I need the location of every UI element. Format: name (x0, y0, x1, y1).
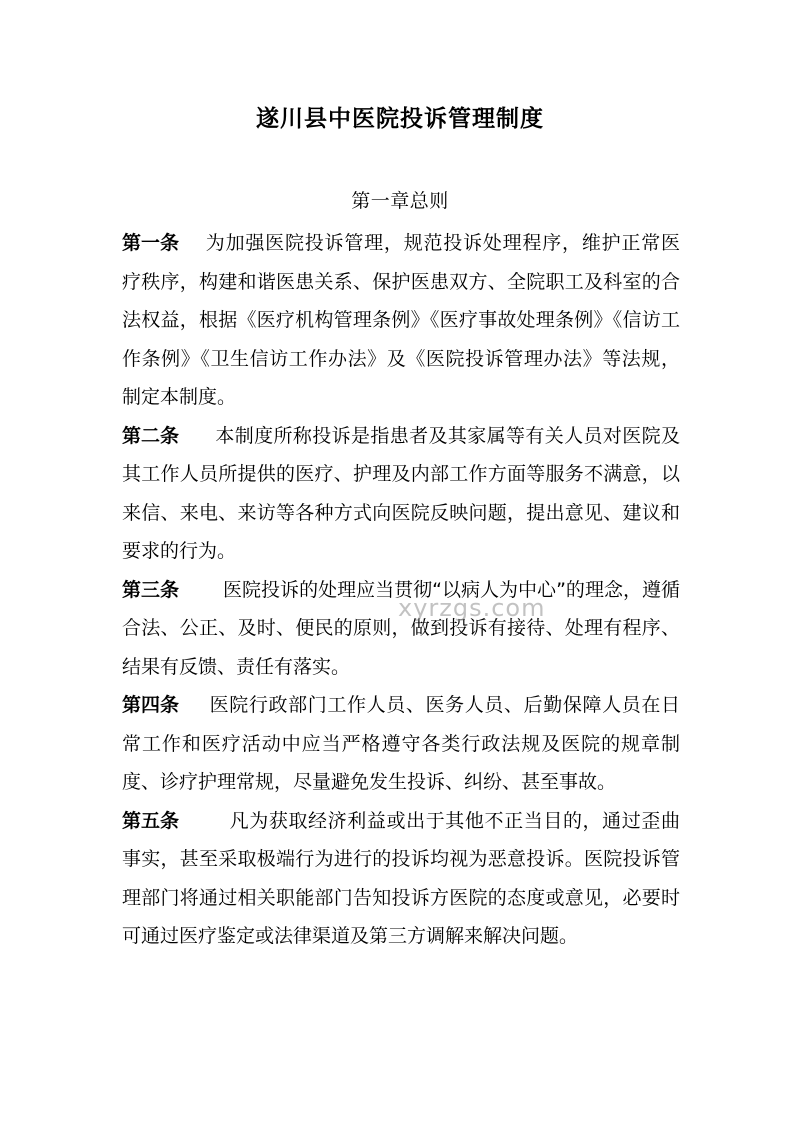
article-5 (122, 802, 680, 956)
article-label: 第五条 (122, 809, 180, 832)
chapter-heading: 第一章总则 (351, 190, 449, 212)
article-label: 第三条 (122, 578, 180, 601)
article-4 (122, 686, 680, 802)
watermark: xyrzgs.com (398, 594, 546, 622)
article-3 (122, 571, 680, 687)
article-text: 凡为获取经济利益或出于其他不正当目的，通过歪曲事实，甚至采取极端行为进行的投诉均视为恶意投诉。医院投诉管理部门将通过相关职能部门告知投诉方医院的态度或意见，必要时可通过医疗鉴定或法律渠道及第三方调解来解决问题。 (122, 809, 680, 947)
article-text: 医院投诉的处理应当贯彻“以病人为中心”的理念，遵循合法、公正、及时、便民的原则，做到投诉有接待、处理有程序、结果有反馈、责任有落实。 (122, 578, 680, 678)
article-2 (122, 417, 680, 571)
article-text: 医院行政部门工作人员、医务人员、后勤保障人员在日常工作和医疗活动中应当严格遵守各类行政法规及医院的规章制度、诊疗护理常规，尽量避免发生投诉、纠纷、甚至事故。 (122, 694, 680, 793)
article-text: 本制度所称投诉是指患者及其家属等有关人员对医院及其工作人员所提供的医疗、护理及内部工作方面等服务不满意，以来信、来电、来访等各种方式向医院反映问题，提出意见、建议和要求的行为。 (122, 424, 680, 562)
document-title: 遂川县中医院投诉管理制度 (256, 106, 544, 132)
document-body (122, 224, 680, 956)
article-label: 第一条 (122, 232, 180, 254)
article-text: 为加强医院投诉管理，规范投诉处理程序，维护正常医疗秩序，构建和谐医患关系、保护医患双方、全院职工及科室的合法权益，根据《医疗机构管理条例》《医疗事故处理条例》《信访工作条例》《卫生信访工作办法》及《医院投诉管理办法》等法规，制定本制度。 (122, 232, 680, 408)
article-1 (122, 224, 680, 417)
article-label: 第四条 (122, 694, 180, 716)
article-label: 第二条 (122, 424, 180, 447)
